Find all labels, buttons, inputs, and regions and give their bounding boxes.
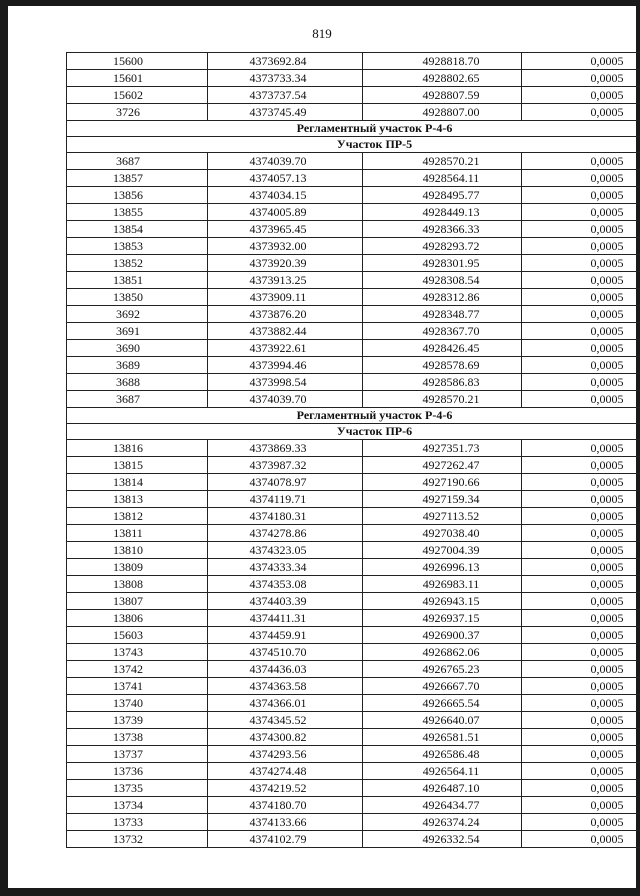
point-number-cell: 13741 — [67, 678, 208, 695]
error-cell: 0,0005 — [522, 814, 640, 831]
y-coordinate-cell: 4928293.72 — [363, 238, 522, 255]
x-coordinate-cell: 4373965.45 — [208, 221, 363, 238]
y-coordinate-cell: 4928807.00 — [363, 104, 522, 121]
error-cell: 0,0005 — [522, 780, 640, 797]
point-number-cell: 13856 — [67, 187, 208, 204]
y-coordinate-cell: 4928818.70 — [363, 53, 522, 70]
x-coordinate-cell: 4374039.70 — [208, 153, 363, 170]
coordinates-table — [66, 52, 640, 848]
y-coordinate-cell: 4928426.45 — [363, 340, 522, 357]
x-coordinate-cell: 4374333.34 — [208, 559, 363, 576]
point-number-cell: 13808 — [67, 576, 208, 593]
error-cell: 0,0005 — [522, 306, 640, 323]
y-coordinate-cell: 4926900.37 — [363, 627, 522, 644]
section-heading-row — [67, 121, 640, 137]
table-row — [67, 238, 640, 255]
table-row — [67, 729, 640, 746]
y-coordinate-cell: 4928495.77 — [363, 187, 522, 204]
error-cell: 0,0005 — [522, 187, 640, 204]
error-cell: 0,0005 — [522, 357, 640, 374]
x-coordinate-cell: 4373876.20 — [208, 306, 363, 323]
table-row — [67, 340, 640, 357]
y-coordinate-cell: 4926586.48 — [363, 746, 522, 763]
x-coordinate-cell: 4374180.31 — [208, 508, 363, 525]
error-cell: 0,0005 — [522, 170, 640, 187]
error-cell: 0,0005 — [522, 610, 640, 627]
document-page — [8, 6, 636, 888]
y-coordinate-cell: 4928807.59 — [363, 87, 522, 104]
error-cell: 0,0005 — [522, 323, 640, 340]
x-coordinate-cell: 4374436.03 — [208, 661, 363, 678]
table-row — [67, 831, 640, 848]
y-coordinate-cell: 4927262.47 — [363, 457, 522, 474]
error-cell: 0,0005 — [522, 644, 640, 661]
table-row — [67, 797, 640, 814]
table-row — [67, 323, 640, 340]
table-row — [67, 357, 640, 374]
table-row — [67, 491, 640, 508]
point-number-cell: 13857 — [67, 170, 208, 187]
error-cell: 0,0005 — [522, 797, 640, 814]
x-coordinate-cell: 4373998.54 — [208, 374, 363, 391]
x-coordinate-cell: 4374510.70 — [208, 644, 363, 661]
y-coordinate-cell: 4927351.73 — [363, 440, 522, 457]
x-coordinate-cell: 4374353.08 — [208, 576, 363, 593]
point-number-cell: 13811 — [67, 525, 208, 542]
point-number-cell: 3689 — [67, 357, 208, 374]
table-row — [67, 661, 640, 678]
point-number-cell: 13812 — [67, 508, 208, 525]
y-coordinate-cell: 4926983.11 — [363, 576, 522, 593]
table-row — [67, 763, 640, 780]
y-coordinate-cell: 4926332.54 — [363, 831, 522, 848]
error-cell: 0,0005 — [522, 831, 640, 848]
y-coordinate-cell: 4926564.11 — [363, 763, 522, 780]
x-coordinate-cell: 4373994.46 — [208, 357, 363, 374]
x-coordinate-cell: 4374119.71 — [208, 491, 363, 508]
y-coordinate-cell: 4926434.77 — [363, 797, 522, 814]
error-cell: 0,0005 — [522, 695, 640, 712]
subsection-heading-row — [67, 137, 640, 153]
error-cell: 0,0005 — [522, 559, 640, 576]
table-row — [67, 576, 640, 593]
y-coordinate-cell: 4927113.52 — [363, 508, 522, 525]
x-coordinate-cell: 4373922.61 — [208, 340, 363, 357]
table-row — [67, 70, 640, 87]
y-coordinate-cell: 4927004.39 — [363, 542, 522, 559]
table-row — [67, 457, 640, 474]
y-coordinate-cell: 4927038.40 — [363, 525, 522, 542]
error-cell: 0,0005 — [522, 729, 640, 746]
x-coordinate-cell: 4374034.15 — [208, 187, 363, 204]
point-number-cell: 13814 — [67, 474, 208, 491]
y-coordinate-cell: 4928449.13 — [363, 204, 522, 221]
error-cell: 0,0005 — [522, 576, 640, 593]
point-number-cell: 13855 — [67, 204, 208, 221]
table-row — [67, 289, 640, 306]
y-coordinate-cell: 4926943.15 — [363, 593, 522, 610]
y-coordinate-cell: 4926665.54 — [363, 695, 522, 712]
y-coordinate-cell: 4926996.13 — [363, 559, 522, 576]
section-heading: Регламентный участок Р-4-6 — [67, 408, 640, 424]
error-cell: 0,0005 — [522, 391, 640, 408]
subsection-heading: Участок ПР-6 — [67, 424, 640, 440]
x-coordinate-cell: 4373909.11 — [208, 289, 363, 306]
error-cell: 0,0005 — [522, 255, 640, 272]
table-row — [67, 204, 640, 221]
table-row — [67, 221, 640, 238]
table-row — [67, 153, 640, 170]
y-coordinate-cell: 4928348.77 — [363, 306, 522, 323]
table-row — [67, 87, 640, 104]
table-row — [67, 746, 640, 763]
error-cell: 0,0005 — [522, 87, 640, 104]
x-coordinate-cell: 4374293.56 — [208, 746, 363, 763]
table-row — [67, 627, 640, 644]
error-cell: 0,0005 — [522, 763, 640, 780]
error-cell: 0,0005 — [522, 661, 640, 678]
x-coordinate-cell: 4374403.39 — [208, 593, 363, 610]
x-coordinate-cell: 4374005.89 — [208, 204, 363, 221]
table-row — [67, 306, 640, 323]
x-coordinate-cell: 4373920.39 — [208, 255, 363, 272]
y-coordinate-cell: 4928564.11 — [363, 170, 522, 187]
point-number-cell: 15602 — [67, 87, 208, 104]
point-number-cell: 13739 — [67, 712, 208, 729]
y-coordinate-cell: 4926862.06 — [363, 644, 522, 661]
error-cell: 0,0005 — [522, 678, 640, 695]
table-row — [67, 187, 640, 204]
y-coordinate-cell: 4926937.15 — [363, 610, 522, 627]
point-number-cell: 13854 — [67, 221, 208, 238]
section-heading: Регламентный участок Р-4-6 — [67, 121, 640, 137]
x-coordinate-cell: 4374274.48 — [208, 763, 363, 780]
point-number-cell: 13850 — [67, 289, 208, 306]
point-number-cell: 13734 — [67, 797, 208, 814]
x-coordinate-cell: 4374133.66 — [208, 814, 363, 831]
point-number-cell: 15603 — [67, 627, 208, 644]
error-cell: 0,0005 — [522, 104, 640, 121]
table-row — [67, 272, 640, 289]
error-cell: 0,0005 — [522, 272, 640, 289]
table-row — [67, 610, 640, 627]
y-coordinate-cell: 4926640.07 — [363, 712, 522, 729]
point-number-cell: 3687 — [67, 153, 208, 170]
error-cell: 0,0005 — [522, 457, 640, 474]
table-row — [67, 474, 640, 491]
table-row — [67, 678, 640, 695]
error-cell: 0,0005 — [522, 53, 640, 70]
table-row — [67, 440, 640, 457]
point-number-cell: 13736 — [67, 763, 208, 780]
x-coordinate-cell: 4374180.70 — [208, 797, 363, 814]
table-row — [67, 391, 640, 408]
x-coordinate-cell: 4374411.31 — [208, 610, 363, 627]
point-number-cell: 13853 — [67, 238, 208, 255]
point-number-cell: 13806 — [67, 610, 208, 627]
x-coordinate-cell: 4373733.34 — [208, 70, 363, 87]
error-cell: 0,0005 — [522, 221, 640, 238]
point-number-cell: 13732 — [67, 831, 208, 848]
error-cell: 0,0005 — [522, 340, 640, 357]
y-coordinate-cell: 4928802.65 — [363, 70, 522, 87]
point-number-cell: 13737 — [67, 746, 208, 763]
section-heading-row — [67, 408, 640, 424]
error-cell: 0,0005 — [522, 70, 640, 87]
error-cell: 0,0005 — [522, 746, 640, 763]
x-coordinate-cell: 4373869.33 — [208, 440, 363, 457]
y-coordinate-cell: 4927159.34 — [363, 491, 522, 508]
x-coordinate-cell: 4374278.86 — [208, 525, 363, 542]
error-cell: 0,0005 — [522, 238, 640, 255]
x-coordinate-cell: 4374057.13 — [208, 170, 363, 187]
x-coordinate-cell: 4374102.79 — [208, 831, 363, 848]
table-row — [67, 695, 640, 712]
table-row — [67, 374, 640, 391]
table-row — [67, 712, 640, 729]
table-row — [67, 644, 640, 661]
x-coordinate-cell: 4374459.91 — [208, 627, 363, 644]
table-row — [67, 593, 640, 610]
table-row — [67, 255, 640, 272]
error-cell: 0,0005 — [522, 593, 640, 610]
point-number-cell: 13813 — [67, 491, 208, 508]
point-number-cell: 13809 — [67, 559, 208, 576]
x-coordinate-cell: 4373882.44 — [208, 323, 363, 340]
point-number-cell: 13743 — [67, 644, 208, 661]
x-coordinate-cell: 4373913.25 — [208, 272, 363, 289]
table-row — [67, 780, 640, 797]
point-number-cell: 15601 — [67, 70, 208, 87]
x-coordinate-cell: 4374300.82 — [208, 729, 363, 746]
table-row — [67, 525, 640, 542]
point-number-cell: 3726 — [67, 104, 208, 121]
error-cell: 0,0005 — [522, 525, 640, 542]
coordinates-table-body — [67, 53, 640, 848]
y-coordinate-cell: 4926581.51 — [363, 729, 522, 746]
y-coordinate-cell: 4926374.24 — [363, 814, 522, 831]
point-number-cell: 3692 — [67, 306, 208, 323]
x-coordinate-cell: 4374219.52 — [208, 780, 363, 797]
x-coordinate-cell: 4373745.49 — [208, 104, 363, 121]
y-coordinate-cell: 4928578.69 — [363, 357, 522, 374]
point-number-cell: 13807 — [67, 593, 208, 610]
table-row — [67, 170, 640, 187]
point-number-cell: 3691 — [67, 323, 208, 340]
point-number-cell: 13735 — [67, 780, 208, 797]
point-number-cell: 13740 — [67, 695, 208, 712]
y-coordinate-cell: 4928366.33 — [363, 221, 522, 238]
table-row — [67, 104, 640, 121]
table-row — [67, 508, 640, 525]
error-cell: 0,0005 — [522, 204, 640, 221]
y-coordinate-cell: 4928586.83 — [363, 374, 522, 391]
page-number: 819 — [312, 26, 332, 41]
y-coordinate-cell: 4928312.86 — [363, 289, 522, 306]
y-coordinate-cell: 4928570.21 — [363, 391, 522, 408]
x-coordinate-cell: 4374366.01 — [208, 695, 363, 712]
y-coordinate-cell: 4928301.95 — [363, 255, 522, 272]
error-cell: 0,0005 — [522, 474, 640, 491]
point-number-cell: 13815 — [67, 457, 208, 474]
table-row — [67, 53, 640, 70]
error-cell: 0,0005 — [522, 712, 640, 729]
error-cell: 0,0005 — [522, 440, 640, 457]
error-cell: 0,0005 — [522, 508, 640, 525]
subsection-heading-row — [67, 424, 640, 440]
error-cell: 0,0005 — [522, 542, 640, 559]
point-number-cell: 13738 — [67, 729, 208, 746]
error-cell: 0,0005 — [522, 374, 640, 391]
x-coordinate-cell: 4374345.52 — [208, 712, 363, 729]
y-coordinate-cell: 4926765.23 — [363, 661, 522, 678]
error-cell: 0,0005 — [522, 153, 640, 170]
y-coordinate-cell: 4928570.21 — [363, 153, 522, 170]
point-number-cell: 13851 — [67, 272, 208, 289]
table-row — [67, 814, 640, 831]
point-number-cell: 13742 — [67, 661, 208, 678]
error-cell: 0,0005 — [522, 289, 640, 306]
x-coordinate-cell: 4374363.58 — [208, 678, 363, 695]
y-coordinate-cell: 4928367.70 — [363, 323, 522, 340]
point-number-cell: 3690 — [67, 340, 208, 357]
x-coordinate-cell: 4373932.00 — [208, 238, 363, 255]
x-coordinate-cell: 4374323.05 — [208, 542, 363, 559]
point-number-cell: 3688 — [67, 374, 208, 391]
y-coordinate-cell: 4926667.70 — [363, 678, 522, 695]
error-cell: 0,0005 — [522, 627, 640, 644]
error-cell: 0,0005 — [522, 491, 640, 508]
subsection-heading: Участок ПР-5 — [67, 137, 640, 153]
x-coordinate-cell: 4373737.54 — [208, 87, 363, 104]
y-coordinate-cell: 4927190.66 — [363, 474, 522, 491]
y-coordinate-cell: 4926487.10 — [363, 780, 522, 797]
y-coordinate-cell: 4928308.54 — [363, 272, 522, 289]
x-coordinate-cell: 4373692.84 — [208, 53, 363, 70]
point-number-cell: 13816 — [67, 440, 208, 457]
point-number-cell: 3687 — [67, 391, 208, 408]
point-number-cell: 13852 — [67, 255, 208, 272]
x-coordinate-cell: 4373987.32 — [208, 457, 363, 474]
table-row — [67, 559, 640, 576]
table-row — [67, 542, 640, 559]
x-coordinate-cell: 4374039.70 — [208, 391, 363, 408]
point-number-cell: 13733 — [67, 814, 208, 831]
point-number-cell: 13810 — [67, 542, 208, 559]
x-coordinate-cell: 4374078.97 — [208, 474, 363, 491]
point-number-cell: 15600 — [67, 53, 208, 70]
